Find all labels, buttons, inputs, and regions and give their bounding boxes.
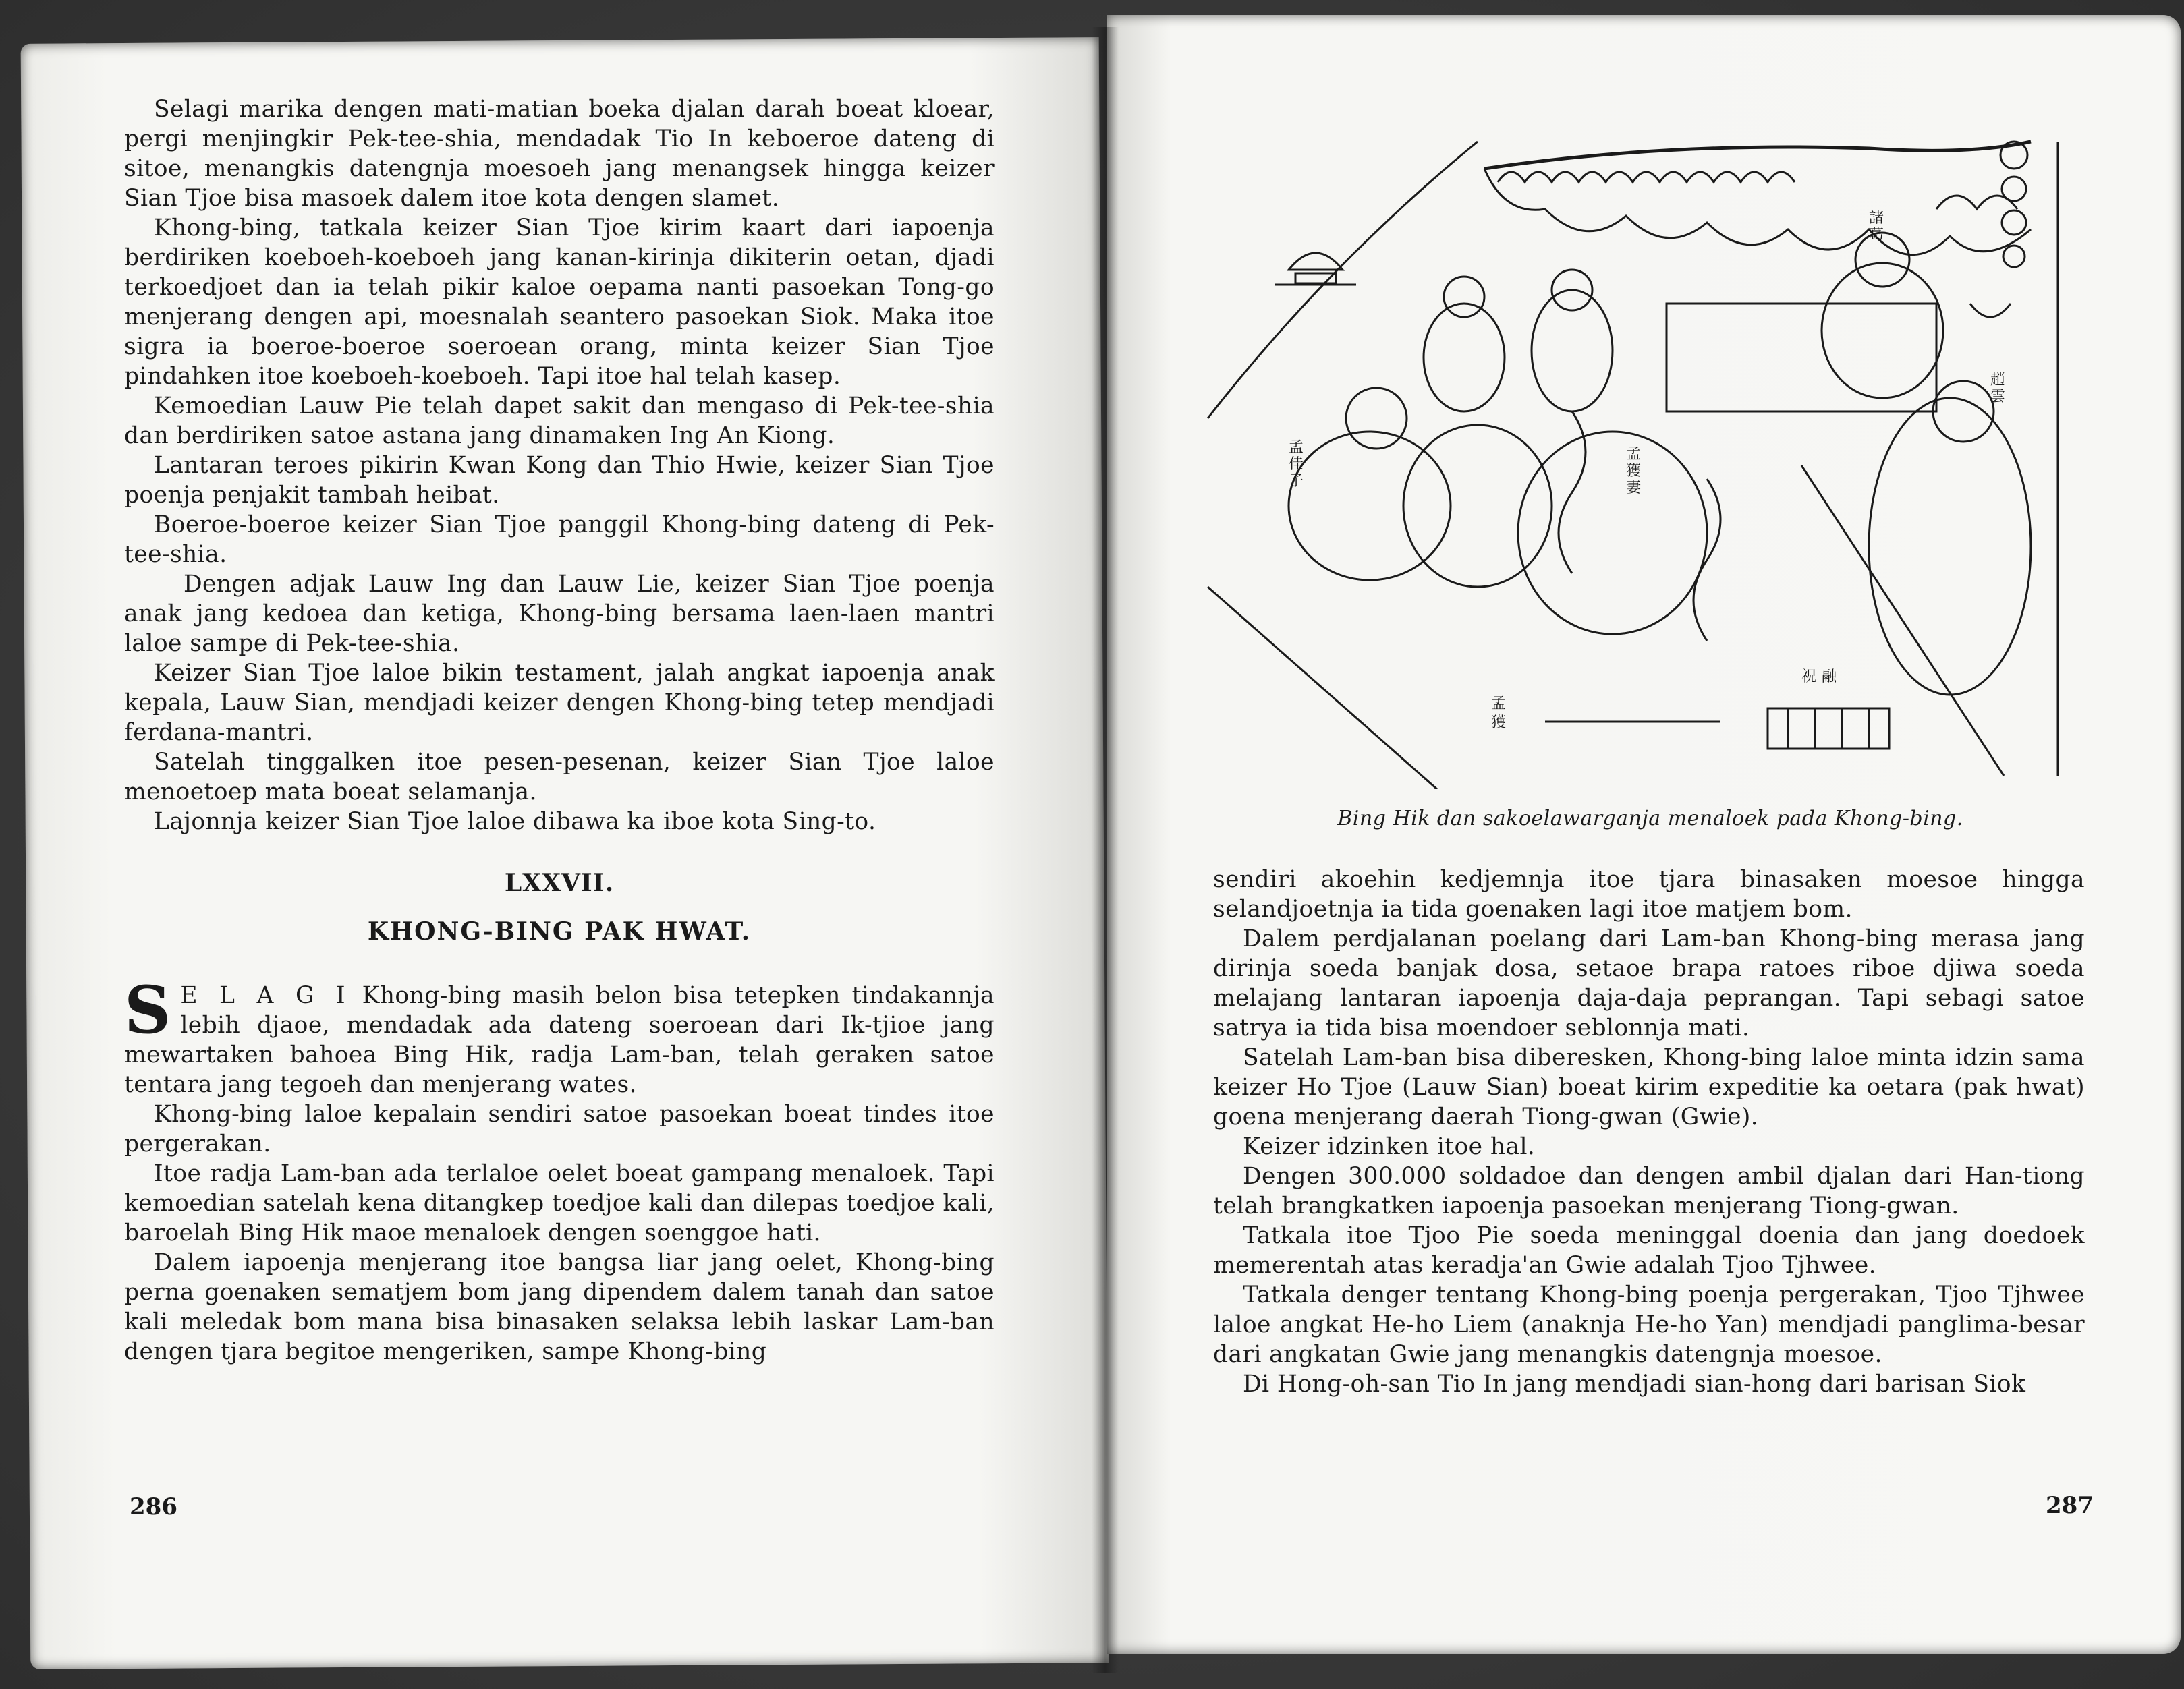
left-page-text — [124, 94, 995, 1367]
figure-label: 佳 — [1289, 456, 1304, 473]
first-words: E L A G I — [180, 982, 351, 1009]
figure-label: 葛 — [1869, 227, 1884, 244]
paragraph: Tatkala itoe Tjoo Pie soeda meninggal doenia dan jang doedoek memerentah atas keradja'an Gwie adalah Tjoo Tjhwee. — [1213, 1222, 2085, 1279]
drop-cap: S — [124, 972, 171, 1048]
paragraph: sendiri akoehin kedjemnja itoe tjara binasaken moesoe hingga selandjoetnja ia tida goenaken lagi itoe matjem bom. — [1213, 866, 2085, 923]
paragraph: Di Hong-oh-san Tio In jang mendjadi sian-hong dari barisan Siok — [1243, 1371, 2026, 1398]
page-number-right: 287 — [2046, 1492, 2094, 1519]
figure-label: 融 — [1822, 668, 1837, 685]
paragraph: Boeroe-boeroe keizer Sian Tjoe panggil Khong-bing dateng di Pek-tee-shia. — [124, 511, 995, 568]
figure-label: 獲 — [1626, 463, 1642, 480]
paragraph: Keizer idzinken itoe hal. — [1243, 1133, 1536, 1160]
figure-label: 獲 — [1491, 714, 1507, 731]
figure-label: 孟 — [1289, 439, 1304, 456]
paragraph: Dengen 300.000 soldadoe dan dengen ambil djalan dari Han-tiong telah brangkatken iapoenja pasoekan menjerang Tiong-gwan. — [1213, 1163, 2085, 1220]
figure-label: 子 — [1289, 473, 1304, 490]
chapter-number: LXXVII. — [504, 869, 615, 897]
paragraph: Khong-bing laloe kepalain sendiri satoe pasoekan boeat tindes itoe pergerakan. — [124, 1101, 995, 1157]
figure-label: 孟 — [1491, 695, 1507, 712]
paragraph-rest: Khong-bing masih belon bisa tetepken tindakannja lebih djaoe, mendadak ada dateng soeroean dari Ik-tjioe jang mewartaken bahoea Bing Hik, radja Lam-ban, telah geraken satoe tentara jang tegoeh dan menjerang wates. — [124, 982, 995, 1098]
chapter-first-paragraph — [124, 972, 995, 1099]
paragraph: Lantaran teroes pikirin Kwan Kong dan Thio Hwie, keizer Sian Tjoe poenja penjakit tambah heibat. — [124, 452, 995, 509]
illustration-image — [1194, 128, 2071, 789]
figure-label: 祝 — [1801, 668, 1817, 685]
book-gutter — [1092, 27, 1119, 1673]
paragraph: Dengen adjak Lauw Ing dan Lauw Lie, keizer Sian Tjoe poenja anak jang kedoea dan ketiga, Khong-bing bersama laen-laen mantri laloe sampe di Pek-tee-shia. — [124, 571, 995, 657]
paragraph: Kemoedian Lauw Pie telah dapet sakit dan mengaso di Pek-tee-shia dan berdiriken satoe astana jang dinamaken Ing An Kiong. — [124, 393, 995, 449]
figure-label: 雲 — [1990, 389, 2006, 405]
paragraph: Dalem perdjalanan poelang dari Lam-ban Khong-bing merasa jang dirinja soeda banjak dosa, setaoe brapa ratoes riboe djiwa soeda melajang lantaran iapoenja daja-daja peprangan. Tapi sebagi satoe satrya ia tida bisa moendoer seblonnja mati. — [1213, 925, 2085, 1041]
illustration-caption: Bing Hik dan sakoelawarganja menaloek pada Khong-bing. — [1337, 807, 1963, 830]
paragraph: Dalem iapoenja menjerang itoe bangsa liar jang oelet, Khong-bing perna goenaken sematjem bom jang dipendem dalem tanah dan satoe kali meledak bom mana bisa binasaken selaksa lebih laskar Lam-ban dengen tjara begitoe mengeriken, sampe Khong-bing — [124, 1249, 995, 1365]
paragraph: Khong-bing, tatkala keizer Sian Tjoe kirim kaart dari iapoenja berdiriken koeboeh-koeboeh jang kanan-kirinja dikiterin oetan, djadi terkoedjoet dan ia telah pikir kaloe oepama nanti pasoekan Tong-go menjerang dengen api, moesnalah seantero pasoekan Siok. Maka itoe sigra ia boeroe-boeroe soeroean orang, minta keizer Sian Tjoe pindahken itoe koeboeh-koeboeh. Tapi itoe hal telah kasep. — [124, 214, 995, 390]
page-number-left: 286 — [130, 1493, 177, 1520]
chapter-title: KHONG-BING PAK HWAT. — [367, 917, 752, 946]
figure-label: 趙 — [1990, 372, 2006, 389]
paragraph: Satelah tinggalken itoe pesen-pesenan, keizer Sian Tjoe laloe menoetoep mata boeat selamanja. — [124, 749, 995, 805]
paragraph: Satelah Lam-ban bisa diberesken, Khong-bing laloe minta idzin sama keizer Ho Tjoe (Lauw Sian) boeat kirim expeditie ka oetara (pak hwat) goena menjerang daerah Tiong-gwan (Gwie). — [1213, 1044, 2085, 1130]
paragraph: Tatkala denger tentang Khong-bing poenja pergerakan, Tjoo Tjhwee laloe angkat He-ho Liem (anaknja He-ho Yan) mendjadi panglima-besar dari angkatan Gwie jang menangkis datengnja moesoe. — [1213, 1282, 2085, 1368]
figure-label: 妻 — [1626, 480, 1642, 496]
figure-label: 諸 — [1869, 210, 1884, 227]
paragraph: Itoe radja Lam-ban ada terlaloe oelet boeat gampang menaloek. Tapi kemoedian satelah kena ditangkep toedjoe kali dan dilepas toedjoe kali, baroelah Bing Hik maoe menaloek dengen soenggoe hati. — [124, 1160, 995, 1247]
right-page-text — [1213, 865, 2085, 1399]
paragraph: Selagi marika dengen mati-matian boeka djalan darah boeat kloear, pergi menjingkir Pek-tee-shia, mendadak Tio In keboeroe dateng di sitoe, menangkis datengnja moesoeh jang menangsek hingga keizer Sian Tjoe bisa masoek dalem itoe kota dengen slamet. — [124, 96, 995, 212]
paragraph: Keizer Sian Tjoe laloe bikin testament, jalah angkat iapoenja anak kepala, Lauw Sian, mendjadi keizer dengen Khong-bing tetep mendjadi ferdana-mantri. — [124, 660, 995, 746]
figure-label: 孟 — [1626, 446, 1642, 463]
paragraph: Lajonnja keizer Sian Tjoe laloe dibawa ka iboe kota Sing-to. — [154, 808, 876, 835]
